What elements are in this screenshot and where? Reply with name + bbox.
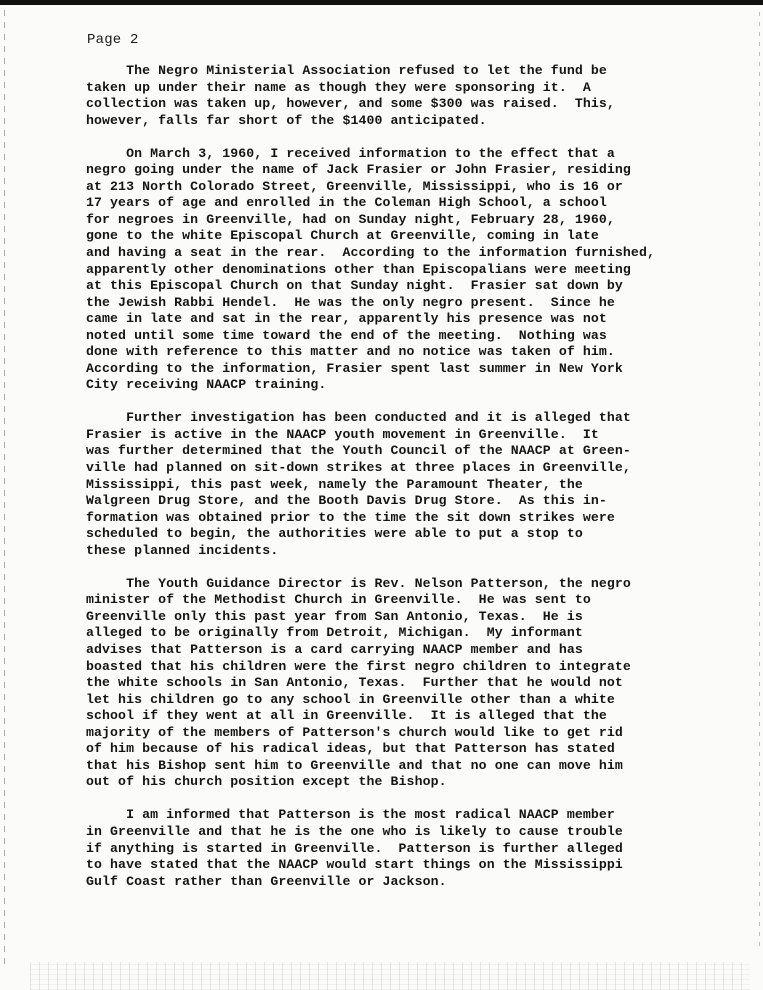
- page-number: Page 2: [87, 32, 139, 48]
- paragraph-5-line-3: if anything is started in Greenville. Patterson is further alleged: [86, 840, 623, 856]
- paragraph-3-line-8: scheduled to begin, the authorities were able to put a stop to: [86, 526, 583, 542]
- paragraph-2-line-14: According to the information, Frasier spent last summer in New York: [86, 360, 623, 376]
- paragraph-4-line-7: the white schools in San Antonio, Texas. Further that he would not: [86, 675, 623, 691]
- paragraph-2-line-15: City receiving NAACP training.: [86, 377, 327, 393]
- paragraph-2-line-4: 17 years of age and enrolled in the Coleman High School, a school: [86, 195, 607, 211]
- paragraph-2-line-3: at 213 North Colorado Street, Greenville, Mississippi, who is 16 or: [86, 178, 623, 194]
- paragraph-1-line-3: collection was taken up, however, and some $300 was raised. This,: [86, 96, 615, 112]
- paragraph-4-line-8: let his children go to any school in Greenville other than a white: [86, 691, 615, 707]
- paragraph-3-line-6: Walgreen Drug Store, and the Booth Davis Drug Store. As this in-: [86, 493, 607, 509]
- paragraph-4-line-2: minister of the Methodist Church in Greenville. He was sent to: [86, 592, 591, 608]
- paragraph-2-line-8: apparently other denominations other than Episcopalians were meeting: [86, 261, 631, 277]
- paragraph-3-line-7: formation was obtained prior to the time the sit down strikes were: [86, 509, 615, 525]
- document-body: [86, 63, 726, 907]
- paragraph-3-line-9: these planned incidents.: [86, 542, 279, 558]
- right-scan-artifact: [759, 12, 760, 952]
- paragraph-3-line-1: Further investigation has been conducted and it is alleged that: [86, 410, 631, 426]
- paragraph-2: [86, 146, 726, 394]
- paragraph-5-line-5: Gulf Coast rather than Greenville or Jackson.: [86, 873, 447, 889]
- left-scan-artifact: [4, 10, 5, 970]
- paragraph-5-line-4: to have stated that the NAACP would start things on the Mississippi: [86, 857, 623, 873]
- paragraph-5: [86, 807, 726, 890]
- top-rule: [0, 0, 763, 5]
- paragraph-4: [86, 576, 726, 791]
- paragraph-2-line-6: gone to the white Episcopal Church at Greenville, coming in late: [86, 228, 599, 244]
- paragraph-4-line-4: alleged to be originally from Detroit, Michigan. My informant: [86, 625, 583, 641]
- paragraph-4-line-12: that his Bishop sent him to Greenville and that no one can move him: [86, 757, 623, 773]
- paragraph-2-line-9: at this Episcopal Church on that Sunday night. Frasier sat down by: [86, 278, 623, 294]
- paragraph-2-line-11: came in late and sat in the rear, apparently his presence was not: [86, 311, 607, 327]
- paragraph-1-line-4: however, falls far short of the $1400 anticipated.: [86, 112, 487, 128]
- paragraph-4-line-6: boasted that his children were the first negro children to integrate: [86, 658, 631, 674]
- paragraph-4-line-5: advises that Patterson is a card carrying NAACP member and has: [86, 642, 583, 657]
- paragraph-5-line-2: in Greenville and that he is the one who is likely to cause trouble: [86, 823, 623, 839]
- paragraph-4-line-9: school if they went at all in Greenville. It is alleged that the: [86, 708, 607, 724]
- paragraph-2-line-10: the Jewish Rabbi Hendel. He was the only negro present. Since he: [86, 294, 615, 310]
- paragraph-2-line-1: On March 3, 1960, I received information to the effect that a: [86, 145, 615, 161]
- paragraph-4-line-11: of him because of his radical ideas, but that Patterson has stated: [86, 741, 615, 757]
- paragraph-4-line-3: Greenville only this past year from San Antonio, Texas. He is: [86, 608, 583, 624]
- paragraph-4-line-10: majority of the members of Patterson's church would like to get rid: [86, 724, 623, 740]
- paragraph-1-line-1: The Negro Ministerial Association refused to let the fund be: [86, 63, 607, 78]
- paragraph-1: [86, 63, 726, 129]
- paragraph-3-line-3: was further determined that the Youth Council of the NAACP at Green-: [86, 443, 631, 459]
- paragraph-2-line-13: done with reference to this matter and no notice was taken of him.: [86, 344, 615, 360]
- paragraph-2-line-7: and having a seat in the rear. According to the information furnished,: [86, 244, 655, 260]
- paragraph-3-line-2: Frasier is active in the NAACP youth movement in Greenville. It: [86, 426, 599, 442]
- paragraph-5-line-1: I am informed that Patterson is the most radical NAACP member: [86, 807, 615, 823]
- paragraph-3: [86, 410, 726, 559]
- paragraph-4-line-13: out of his church position except the Bishop.: [86, 774, 447, 790]
- paragraph-2-line-5: for negroes in Greenville, had on Sunday night, February 28, 1960,: [86, 211, 615, 227]
- paragraph-1-line-2: taken up under their name as though they were sponsoring it. A: [86, 79, 591, 95]
- paragraph-3-line-4: ville had planned on sit-down strikes at three places in Greenville,: [86, 460, 631, 476]
- paragraph-2-line-2: negro going under the name of Jack Frasier or John Frasier, residing: [86, 162, 631, 178]
- paragraph-2-line-12: noted until some time toward the end of the meeting. Nothing was: [86, 327, 607, 343]
- paragraph-3-line-5: Mississippi, this past week, namely the Paramount Theater, the: [86, 476, 583, 492]
- bottom-scan-noise: [30, 962, 750, 990]
- paragraph-4-line-1: The Youth Guidance Director is Rev. Nelson Patterson, the negro: [86, 575, 631, 591]
